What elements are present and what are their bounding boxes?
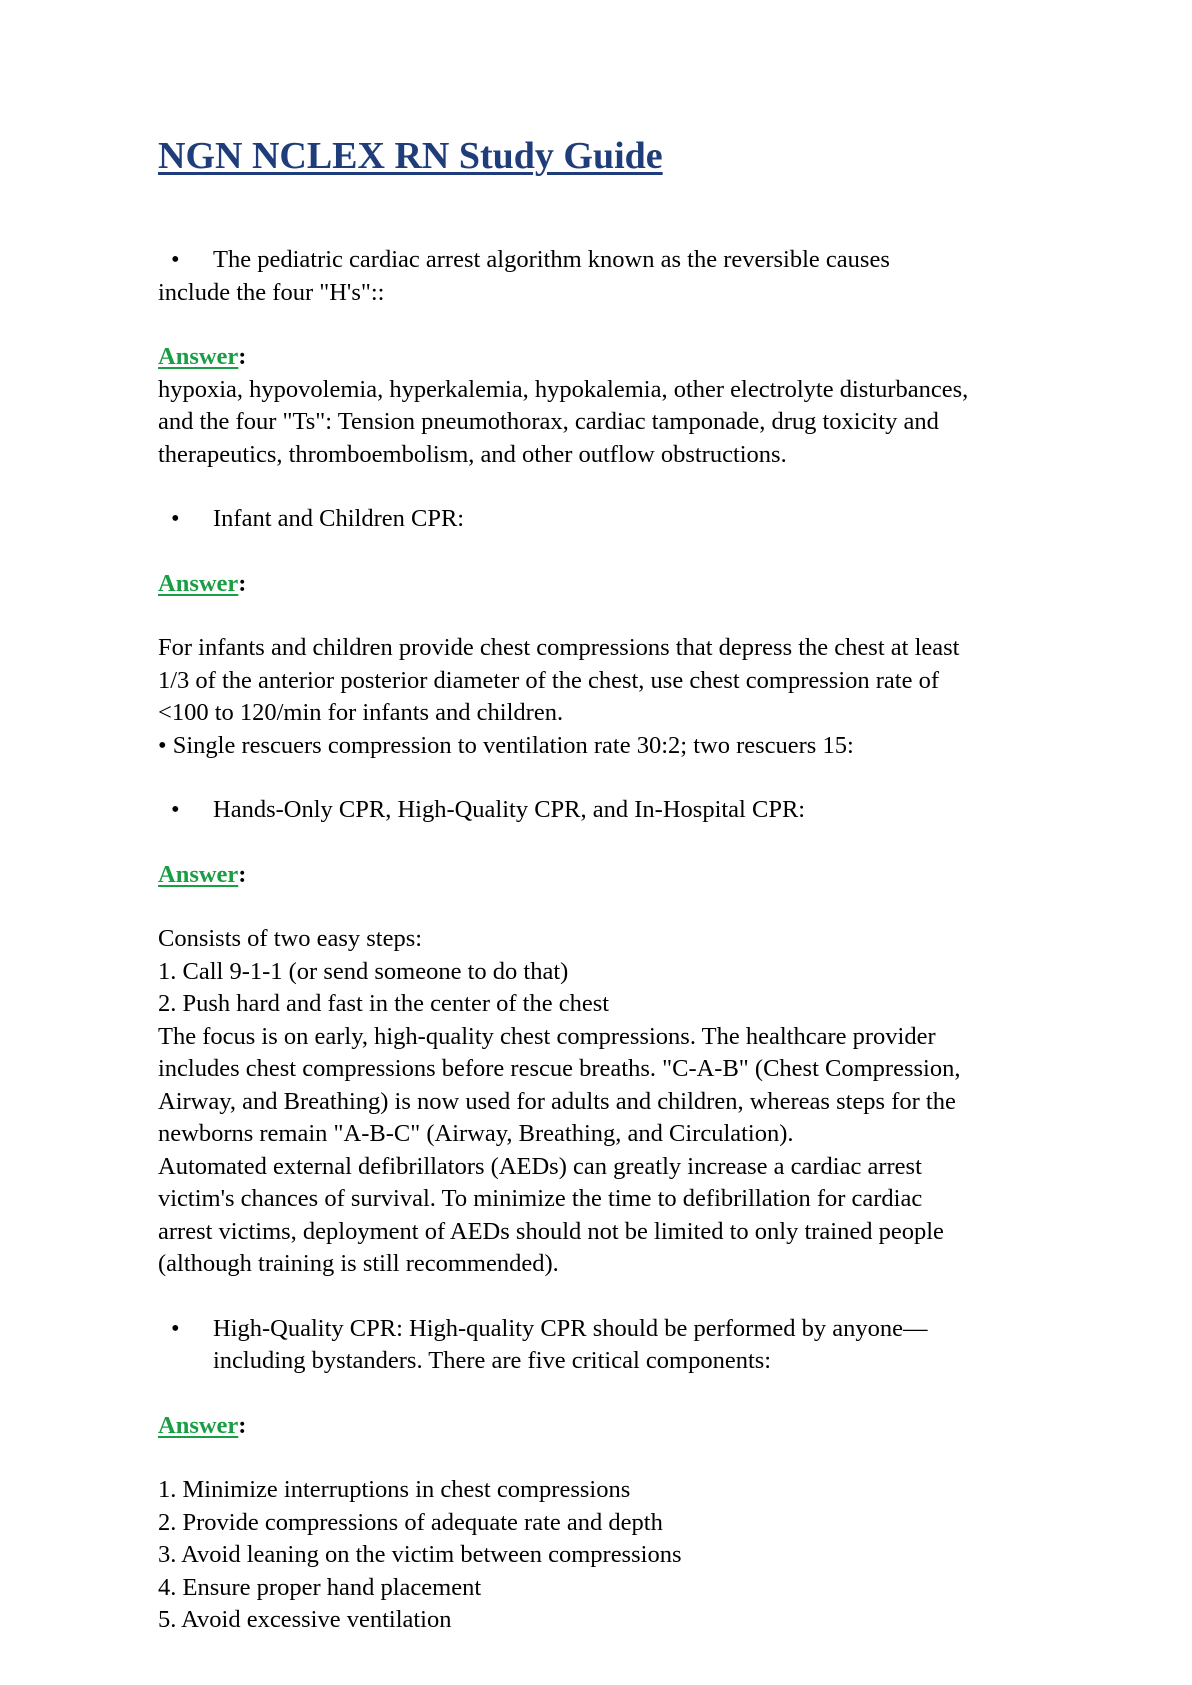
answer-line: Consists of two easy steps: [158, 925, 423, 952]
section-2 [158, 503, 1111, 762]
question-1-text: The pediatric cardiac arrest algorithm known as the reversible causes [213, 246, 890, 273]
question-3 [171, 794, 1111, 827]
question-1 [171, 244, 1111, 277]
answer-line: and the four "Ts": Tension pneumothorax, cardiac tamponade, drug toxicity and [158, 408, 939, 435]
question-1-cont: include the four "H's":: [158, 278, 385, 306]
answer-line: newborns remain "A-B-C" (Airway, Breathing, and Circulation). [158, 1120, 794, 1147]
answer-line: The focus is on early, high-quality chest compressions. The healthcare provider [158, 1022, 936, 1050]
question-4 [171, 1313, 1111, 1378]
answer-colon: : [238, 1411, 247, 1439]
question-3-text: Hands-Only CPR, High-Quality CPR, and In-Hospital CPR: [213, 796, 806, 823]
answer-label-2 [158, 568, 1111, 601]
answer-line: hypoxia, hypovolemia, hyperkalemia, hypokalemia, other electrolyte disturbances, [158, 375, 969, 403]
answer-2 [158, 632, 1111, 762]
answer-line: 1/3 of the anterior posterior diameter of the chest, use chest compression rate of [158, 666, 940, 694]
question-2 [171, 503, 1111, 536]
answer-colon: : [238, 569, 247, 597]
answer-line: 1. Call 9-1-1 (or send someone to do that) [158, 957, 569, 985]
section-3 [158, 794, 1111, 1281]
answer-1 [158, 374, 1111, 472]
answer-line: therapeutics, thromboembolism, and other outflow obstructions. [158, 440, 787, 468]
answer-3 [158, 923, 1111, 1281]
answer-line: • Single rescuers compression to ventilation rate 30:2; two rescuers 15: [158, 731, 854, 759]
answer-label-3 [158, 859, 1111, 892]
answer-label-1 [158, 341, 1111, 374]
bullet-icon: • [171, 796, 180, 823]
answer-line: 2. Push hard and fast in the center of the chest [158, 990, 610, 1017]
answer-label-4 [158, 1410, 1111, 1443]
answer-word: Answer [158, 569, 239, 597]
answer-line: victim's chances of survival. To minimize the time to defibrillation for cardiac [158, 1185, 923, 1212]
section-1 [158, 244, 1111, 471]
document-title: NGN NCLEX RN Study Guide [158, 135, 663, 177]
answer-colon: : [238, 860, 247, 888]
answer-line: includes chest compressions before rescue breaths. "C-A-B" (Chest Compression, [158, 1055, 961, 1082]
answer-line: (although training is still recommended). [158, 1250, 559, 1277]
answer-line: <100 to 120/min for infants and children. [158, 699, 564, 726]
question-4-text: High-Quality CPR: High-quality CPR should be performed by anyone— [213, 1314, 928, 1342]
answer-line: 2. Provide compressions of adequate rate and depth [158, 1508, 663, 1536]
answer-line: arrest victims, deployment of AEDs should not be limited to only trained people [158, 1217, 944, 1245]
question-2-text: Infant and Children CPR: [213, 505, 465, 532]
answer-colon: : [238, 343, 247, 370]
answer-line: 3. Avoid leaning on the victim between compressions [158, 1541, 682, 1568]
question-4-cont: including bystanders. There are five critical components: [213, 1347, 772, 1374]
answer-line: Airway, and Breathing) is now used for adults and children, whereas steps for the [158, 1087, 956, 1115]
answer-word: Answer [158, 860, 239, 888]
answer-line: Automated external defibrillators (AEDs) can greatly increase a cardiac arrest [158, 1152, 922, 1180]
bullet-icon: • [171, 246, 180, 273]
document-content [158, 244, 1111, 1637]
answer-word: Answer [158, 1411, 239, 1439]
answer-line: 4. Ensure proper hand placement [158, 1573, 482, 1601]
section-4 [158, 1313, 1111, 1637]
answer-line: 5. Avoid excessive ventilation [158, 1606, 452, 1633]
answer-line: 1. Minimize interruptions in chest compressions [158, 1476, 631, 1503]
bullet-icon: • [171, 1314, 180, 1342]
answer-4 [158, 1474, 1111, 1637]
bullet-icon: • [171, 505, 180, 532]
answer-word: Answer [158, 343, 239, 370]
answer-line: For infants and children provide chest compressions that depress the chest at least [158, 634, 960, 661]
